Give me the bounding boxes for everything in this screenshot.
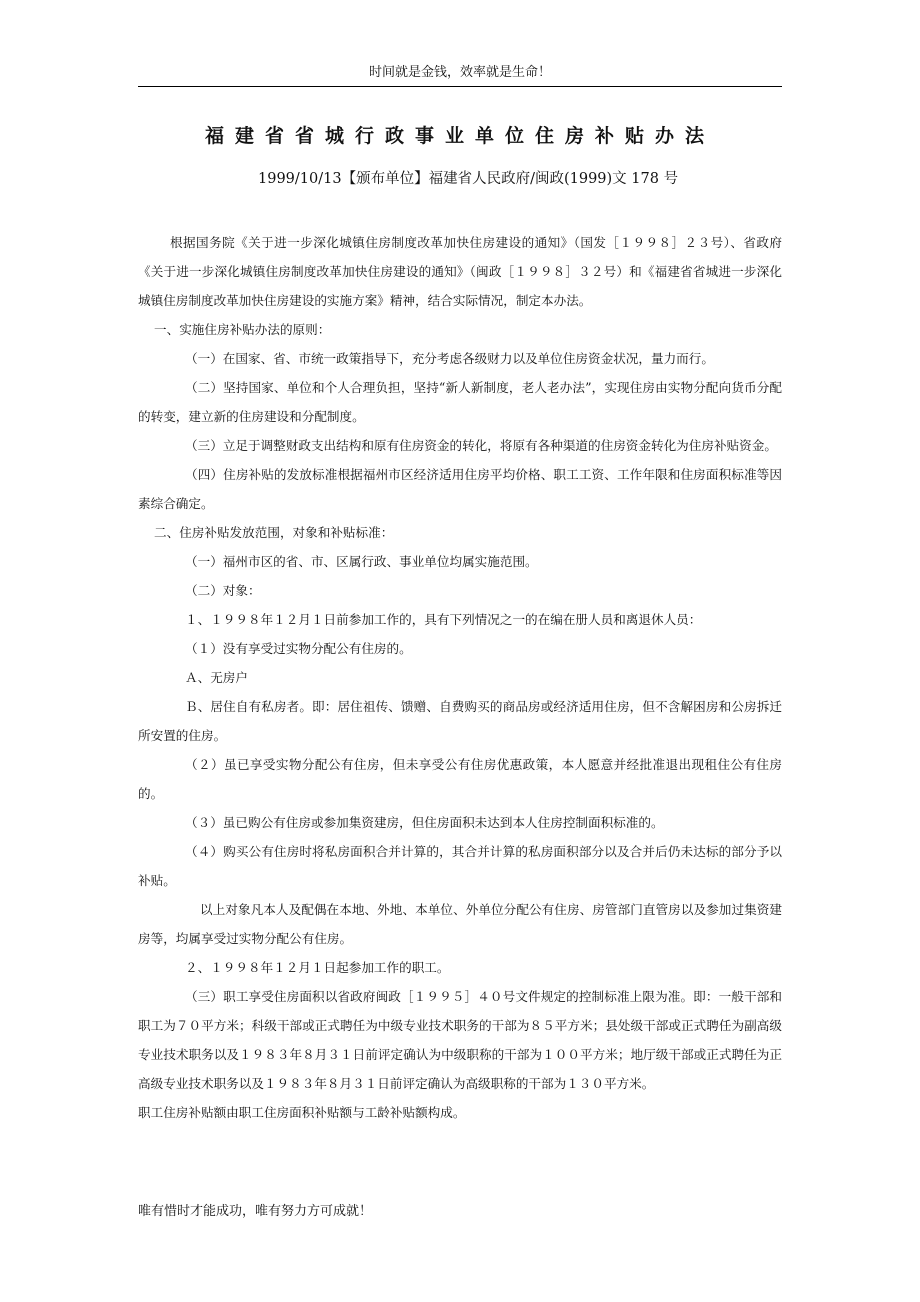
paragraph-principle-1: （一）在国家、省、市统一政策指导下，充分考虑各级财力以及单位住房资金状况，量力而行。 <box>185 351 714 366</box>
paragraph-area-standard: （三）职工享受住房面积以省政府闽政［１９９５］４０号文件规定的控制标准上限为准。即：一般干部和职工为７０平方米；科级干部或正式聘任为中级专业技术职务的干部为８５平方米；县处级干部或正式聘任为副高级专业技术职务以及１９８３年８月３１日前评定确认为中级职称的干部为１００平方米；地厅级干部或正式聘任为正高级专业技术职务以及１９８３年８月３１日前评定确认为高级职称的干部为１３０平方米。 <box>138 989 782 1091</box>
paragraph-object-1-4: （４）购买公有住房时将私房面积合并计算的，其合并计算的私房面积部分以及合并后仍未达标的部分予以补贴。 <box>138 844 782 888</box>
paragraph-object-1-2: （２）虽已享受实物分配公有住房，但未享受公有住房优惠政策，本人愿意并经批准退出现租住公有住房的。 <box>138 757 782 801</box>
section-heading-principles: 一、实施住房补贴办法的原则： <box>154 322 331 337</box>
paragraph-object-note: 以上对象凡本人及配偶在本地、外地、本单位、外单位分配公有住房、房管部门直管房以及参加过集资建房等，均属享受过实物分配公有住房。 <box>138 902 782 946</box>
paragraph-object-1-1: （１）没有享受过实物分配公有住房的。 <box>185 641 412 656</box>
paragraph-principle-4: （四）住房补贴的发放标准根据福州市区经济适用住房平均价格、职工工资、工作年限和住房面积标准等因素综合确定。 <box>138 467 782 511</box>
paragraph-principle-2: （二）坚持国家、单位和个人合理负担，坚持“新人新制度，老人老办法”，实现住房由实物分配向货币分配的转变，建立新的住房建设和分配制度。 <box>138 380 782 424</box>
document-title: 福建省省城行政事业单位住房补贴办法 <box>204 125 715 147</box>
document-body <box>138 228 782 1127</box>
paragraph-object-1: １、１９９８年１２月１日前参加工作的，具有下列情况之一的在编在册人员和离退休人员： <box>185 612 702 627</box>
paragraph-object-1-1-b: Ｂ、居住自有私房者。即：居住祖传、馈赠、自费购买的商品房或经济适用住房，但不含解困房和公房拆迁所安置的住房。 <box>138 699 782 743</box>
page-header-motto: 时间就是金钱，效率就是生命！ <box>368 65 551 80</box>
paragraph-scope-2: （二）对象： <box>185 583 261 598</box>
paragraph-object-1-3: （３）虽已购公有住房或参加集资建房，但住房面积未达到本人住房控制面积标准的。 <box>185 815 664 830</box>
paragraph-preamble: 根据国务院《关于进一步深化城镇住房制度改革加快住房建设的通知》（国发［１９９８］２３号）、省政府《关于进一步深化城镇住房制度改革加快住房建设的通知》（闽政［１９９８］３２号）和《福建省省城进一步深化城镇住房制度改革加快住房建设的实施方案》精神，结合实际情况，制定本办法。 <box>138 235 782 308</box>
paragraph-object-1-1-a: Ａ、无房户 <box>185 670 248 685</box>
page-footer-motto: 唯有惜时才能成功，唯有努力方可成就！ <box>138 1204 373 1219</box>
section-heading-scope: 二、住房补贴发放范围，对象和补贴标准： <box>154 525 394 540</box>
paragraph-subsidy-composition: 职工住房补贴额由职工住房面积补贴额与工龄补贴额构成。 <box>138 1105 466 1120</box>
paragraph-scope-1: （一）福州市区的省、市、区属行政、事业单位均属实施范围。 <box>185 554 538 569</box>
paragraph-principle-3: （三）立足于调整财政支出结构和原有住房资金的转化，将原有各种渠道的住房资金转化为住房补贴资金。 <box>185 438 777 453</box>
document-subtitle: 1999/10/13【颁布单位】福建省人民政府/闽政(1999)文 178 号 <box>258 171 679 187</box>
paragraph-object-2: ２、１９９８年１２月１日起参加工作的职工。 <box>185 960 450 975</box>
header-divider <box>138 86 782 87</box>
